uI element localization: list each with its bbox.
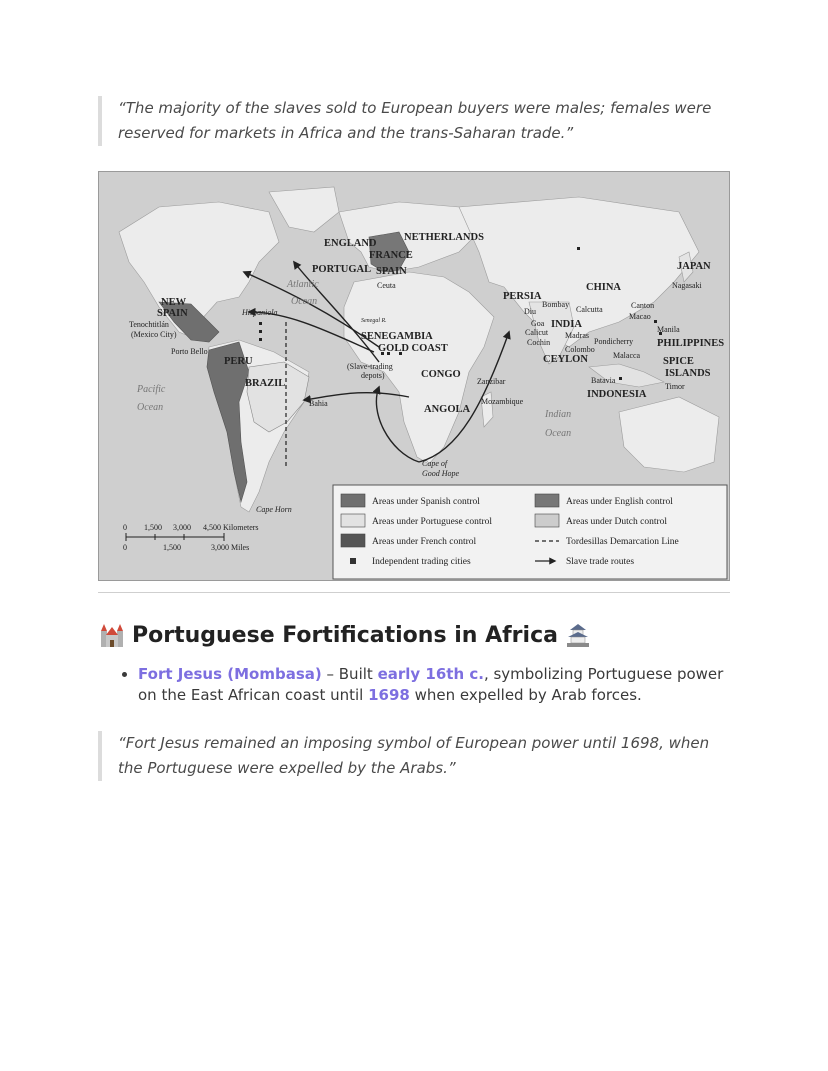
label-batavia: Batavia (591, 376, 616, 385)
section-divider (98, 592, 730, 593)
label-diu: Diu (524, 307, 536, 316)
quote-block (98, 731, 728, 781)
label-brazil: BRAZIL (245, 378, 286, 389)
label-colombo: Colombo (565, 345, 595, 354)
scale-mi-3000: 3,000 Miles (211, 543, 250, 552)
bullet-text-part: , symbolizing Portuguese power on the East African coast until (138, 665, 724, 704)
city-marker (619, 377, 622, 380)
scale-km-3000: 3,000 (173, 523, 191, 532)
label-hispaniola: Hispaniola (242, 308, 278, 317)
legend-label-french: Areas under French control (372, 537, 477, 547)
label-timor: Timor (665, 382, 685, 391)
legend-label-independent: Independent trading cities (372, 557, 471, 567)
label-pacific-2: Ocean (137, 402, 164, 413)
city-marker (654, 320, 657, 323)
label-bahia: Bahia (309, 399, 328, 408)
legend-label-tordesillas: Tordesillas Demarcation Line (566, 537, 679, 547)
label-india: INDIA (551, 319, 582, 330)
bullet-text-part: when expelled by Arab forces. (409, 686, 642, 704)
label-slave-depots-1: (Slave-trading (347, 362, 393, 371)
label-new-spain-2: SPAIN (157, 308, 188, 319)
label-macao: Macao (629, 312, 651, 321)
scale-km-0: 0 (123, 523, 127, 532)
label-china: CHINA (586, 282, 622, 293)
pagoda-castle-icon (564, 621, 592, 649)
quote-text: “Fort Jesus remained an imposing symbol of European power until 1698, when the Portuguese were expelled by the Arabs.” (118, 734, 710, 777)
label-portugal: PORTUGAL (312, 264, 372, 275)
scale-km-1500: 1,500 (144, 523, 162, 532)
label-spain: SPAIN (376, 266, 407, 277)
label-zanzibar: Zanzibar (477, 377, 506, 386)
label-senegambia: SENEGAMBIA (361, 331, 433, 342)
castle-icon (98, 621, 126, 649)
label-new-spain-1: NEW (161, 297, 187, 308)
label-goa: Goa (531, 319, 545, 328)
label-pacific-1: Pacific (137, 384, 166, 395)
label-tenochtitlan-1: Tenochtitlán (129, 320, 169, 329)
scale-km-4500: 4,500 Kilometers (203, 523, 259, 532)
city-marker (259, 322, 262, 325)
quote-text: “The majority of the slaves sold to European buyers were males; females were reserved for markets in Africa and the trans-Saharan trade.” (118, 99, 712, 142)
label-manila: Manila (657, 325, 680, 334)
legend-swatch-spanish (341, 494, 365, 507)
label-angola: ANGOLA (424, 404, 471, 415)
fortification-list (120, 664, 738, 706)
legend-swatch-independent (350, 558, 356, 564)
label-cape-2: Good Hope (422, 469, 460, 478)
label-persia: PERSIA (503, 291, 542, 302)
label-canton: Canton (631, 301, 655, 310)
legend-swatch-dutch (535, 514, 559, 527)
label-bombay: Bombay (542, 300, 570, 309)
label-japan: JAPAN (677, 261, 711, 272)
label-calcutta: Calcutta (576, 305, 603, 314)
fort-name: Fort Jesus (Mombasa) (138, 665, 322, 683)
label-calicut: Calicut (525, 328, 549, 337)
label-madras: Madras (565, 331, 589, 340)
label-gold-coast: GOLD COAST (378, 343, 448, 354)
section-title-text: Portuguese Fortifications in Africa (132, 622, 558, 648)
bullet-text-part: – Built (321, 665, 378, 683)
label-pondicherry: Pondicherry (594, 337, 634, 346)
label-spice-2: ISLANDS (665, 368, 711, 379)
map-svg (99, 172, 729, 580)
world-trade-map (98, 171, 730, 581)
label-france: FRANCE (369, 250, 413, 261)
label-cape-1: Cape of (422, 459, 448, 468)
label-spice-1: SPICE (663, 356, 694, 367)
label-congo: CONGO (421, 369, 461, 380)
map-legend (333, 485, 727, 579)
quote-block (98, 96, 728, 146)
label-peru: PERU (224, 356, 253, 367)
expulsion-year: 1698 (368, 686, 410, 704)
legend-label-portuguese: Areas under Portuguese control (372, 517, 493, 527)
city-marker (259, 330, 262, 333)
legend-label-spanish: Areas under Spanish control (372, 497, 480, 507)
label-nagasaki: Nagasaki (672, 281, 702, 290)
label-indian-1: Indian (545, 409, 572, 420)
label-cochin: Cochin (527, 338, 551, 347)
label-indonesia: INDONESIA (587, 389, 647, 400)
label-slave-depots-2: depots) (361, 371, 385, 380)
label-tenochtitlan-2: (Mexico City) (131, 330, 177, 339)
city-marker (577, 247, 580, 250)
label-philippines: PHILIPPINES (657, 338, 725, 349)
label-cape-horn: Cape Horn (256, 505, 292, 514)
fort-date: early 16th c. (377, 665, 484, 683)
label-netherlands: NETHERLANDS (404, 232, 484, 243)
legend-label-dutch: Areas under Dutch control (566, 517, 668, 527)
label-atlantic-2: Ocean (291, 296, 318, 307)
scale-mi-0: 0 (123, 543, 127, 552)
label-atlantic-1: Atlantic (287, 279, 319, 290)
label-ceuta: Ceuta (377, 281, 396, 290)
label-mozambique: Mozambique (481, 397, 524, 406)
label-england: ENGLAND (324, 238, 377, 249)
legend-label-english: Areas under English control (566, 497, 673, 507)
label-ceylon: CEYLON (543, 354, 588, 365)
legend-swatch-english (535, 494, 559, 507)
city-marker (259, 338, 262, 341)
label-senegal-river: Senegal R. (361, 318, 387, 324)
section-heading (98, 616, 592, 654)
legend-swatch-portuguese (341, 514, 365, 527)
list-item (138, 664, 738, 706)
label-indian-2: Ocean (545, 428, 572, 439)
legend-swatch-french (341, 534, 365, 547)
legend-label-routes: Slave trade routes (566, 557, 635, 567)
label-malacca: Malacca (613, 351, 641, 360)
scale-mi-1500: 1,500 (163, 543, 181, 552)
label-porto-bello: Porto Bello (171, 347, 208, 356)
